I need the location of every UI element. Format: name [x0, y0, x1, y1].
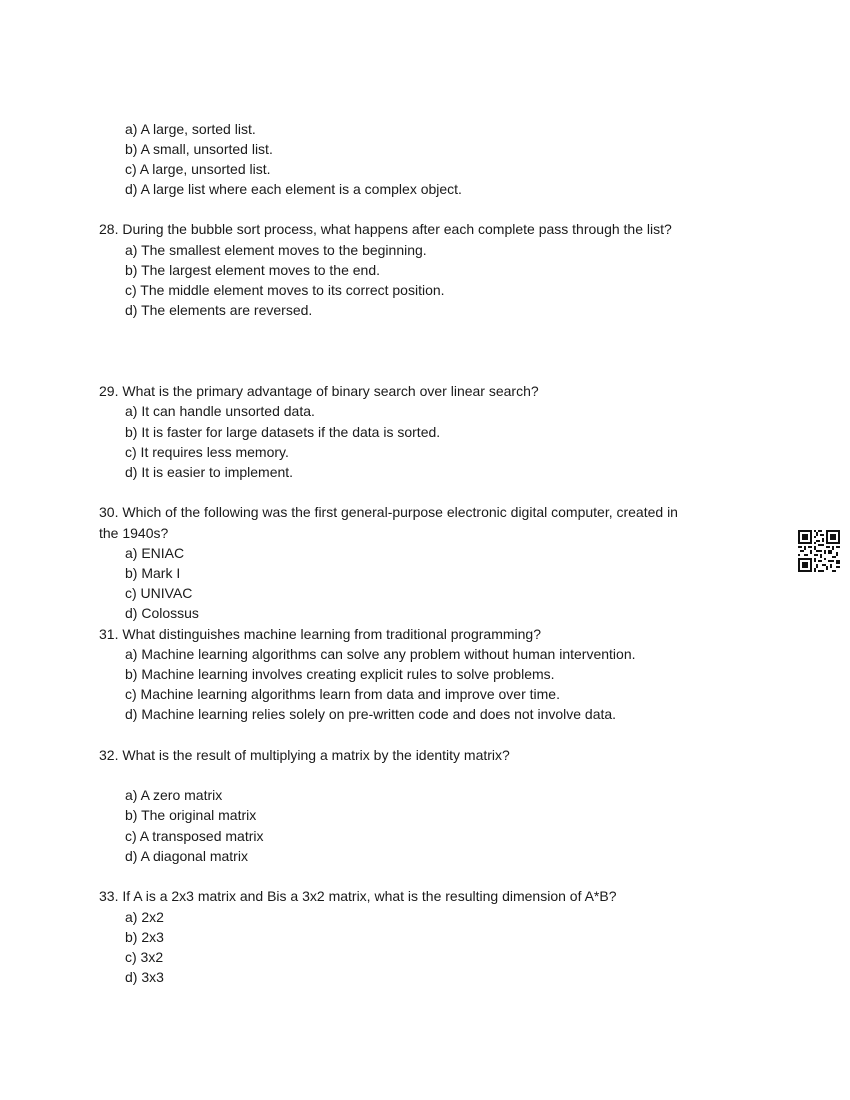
q27-option-b: b) A small, unsorted list.	[125, 141, 273, 157]
q31-option-b: b) Machine learning involves creating explicit rules to solve problems.	[125, 666, 555, 682]
q28-option-d: d) The elements are reversed.	[125, 302, 313, 318]
q27-option-c: c) A large, unsorted list.	[125, 161, 271, 177]
q33-option-a: a) 2x2	[125, 909, 164, 925]
q28-question: 28. During the bubble sort process, what happens after each complete pass through the list?	[99, 221, 672, 237]
q29-option-d: d) It is easier to implement.	[125, 464, 294, 480]
q29-option-a: a) It can handle unsorted data.	[125, 403, 315, 419]
q29-question: 29. What is the primary advantage of binary search over linear search?	[99, 383, 539, 399]
q33-option-b: b) 2x3	[125, 929, 164, 945]
q31-question: 31. What distinguishes machine learning from traditional programming?	[99, 626, 541, 642]
q32-option-d: d) A diagonal matrix	[125, 848, 248, 864]
q31-option-c: c) Machine learning algorithms learn from data and improve over time.	[125, 686, 560, 702]
q32-question: 32. What is the result of multiplying a matrix by the identity matrix?	[99, 747, 510, 763]
q30-question-line2: the 1940s?	[99, 525, 169, 541]
q27-option-a: a) A large, sorted list.	[125, 121, 256, 137]
q32-option-a: a) A zero matrix	[125, 787, 223, 803]
q28-option-c: c) The middle element moves to its correct position.	[125, 282, 445, 298]
q30-option-d: d) Colossus	[125, 605, 199, 621]
q28-option-b: b) The largest element moves to the end.	[125, 262, 380, 278]
q31-option-a: a) Machine learning algorithms can solve any problem without human intervention.	[125, 646, 636, 662]
q32-option-c: c) A transposed matrix	[125, 828, 264, 844]
q33-question: 33. If A is a 2x3 matrix and Bis a 3x2 matrix, what is the resulting dimension of A*B?	[99, 888, 617, 904]
q33-option-d: d) 3x3	[125, 969, 164, 985]
qr-code-icon	[798, 530, 840, 572]
q32-option-b: b) The original matrix	[125, 807, 257, 823]
q33-option-c: c) 3x2	[125, 949, 164, 965]
q28-option-a: a) The smallest element moves to the beginning.	[125, 242, 427, 258]
q30-option-a: a) ENIAC	[125, 545, 185, 561]
q30-option-c: c) UNIVAC	[125, 585, 193, 601]
q29-option-c: c) It requires less memory.	[125, 444, 289, 460]
q30-question-line1: 30. Which of the following was the first general-purpose electronic digital computer, created in	[99, 504, 678, 520]
q31-option-d: d) Machine learning relies solely on pre-written code and does not involve data.	[125, 706, 617, 722]
q30-option-b: b) Mark I	[125, 565, 181, 581]
q27-option-d: d) A large list where each element is a complex object.	[125, 181, 462, 197]
q29-option-b: b) It is faster for large datasets if the data is sorted.	[125, 424, 441, 440]
